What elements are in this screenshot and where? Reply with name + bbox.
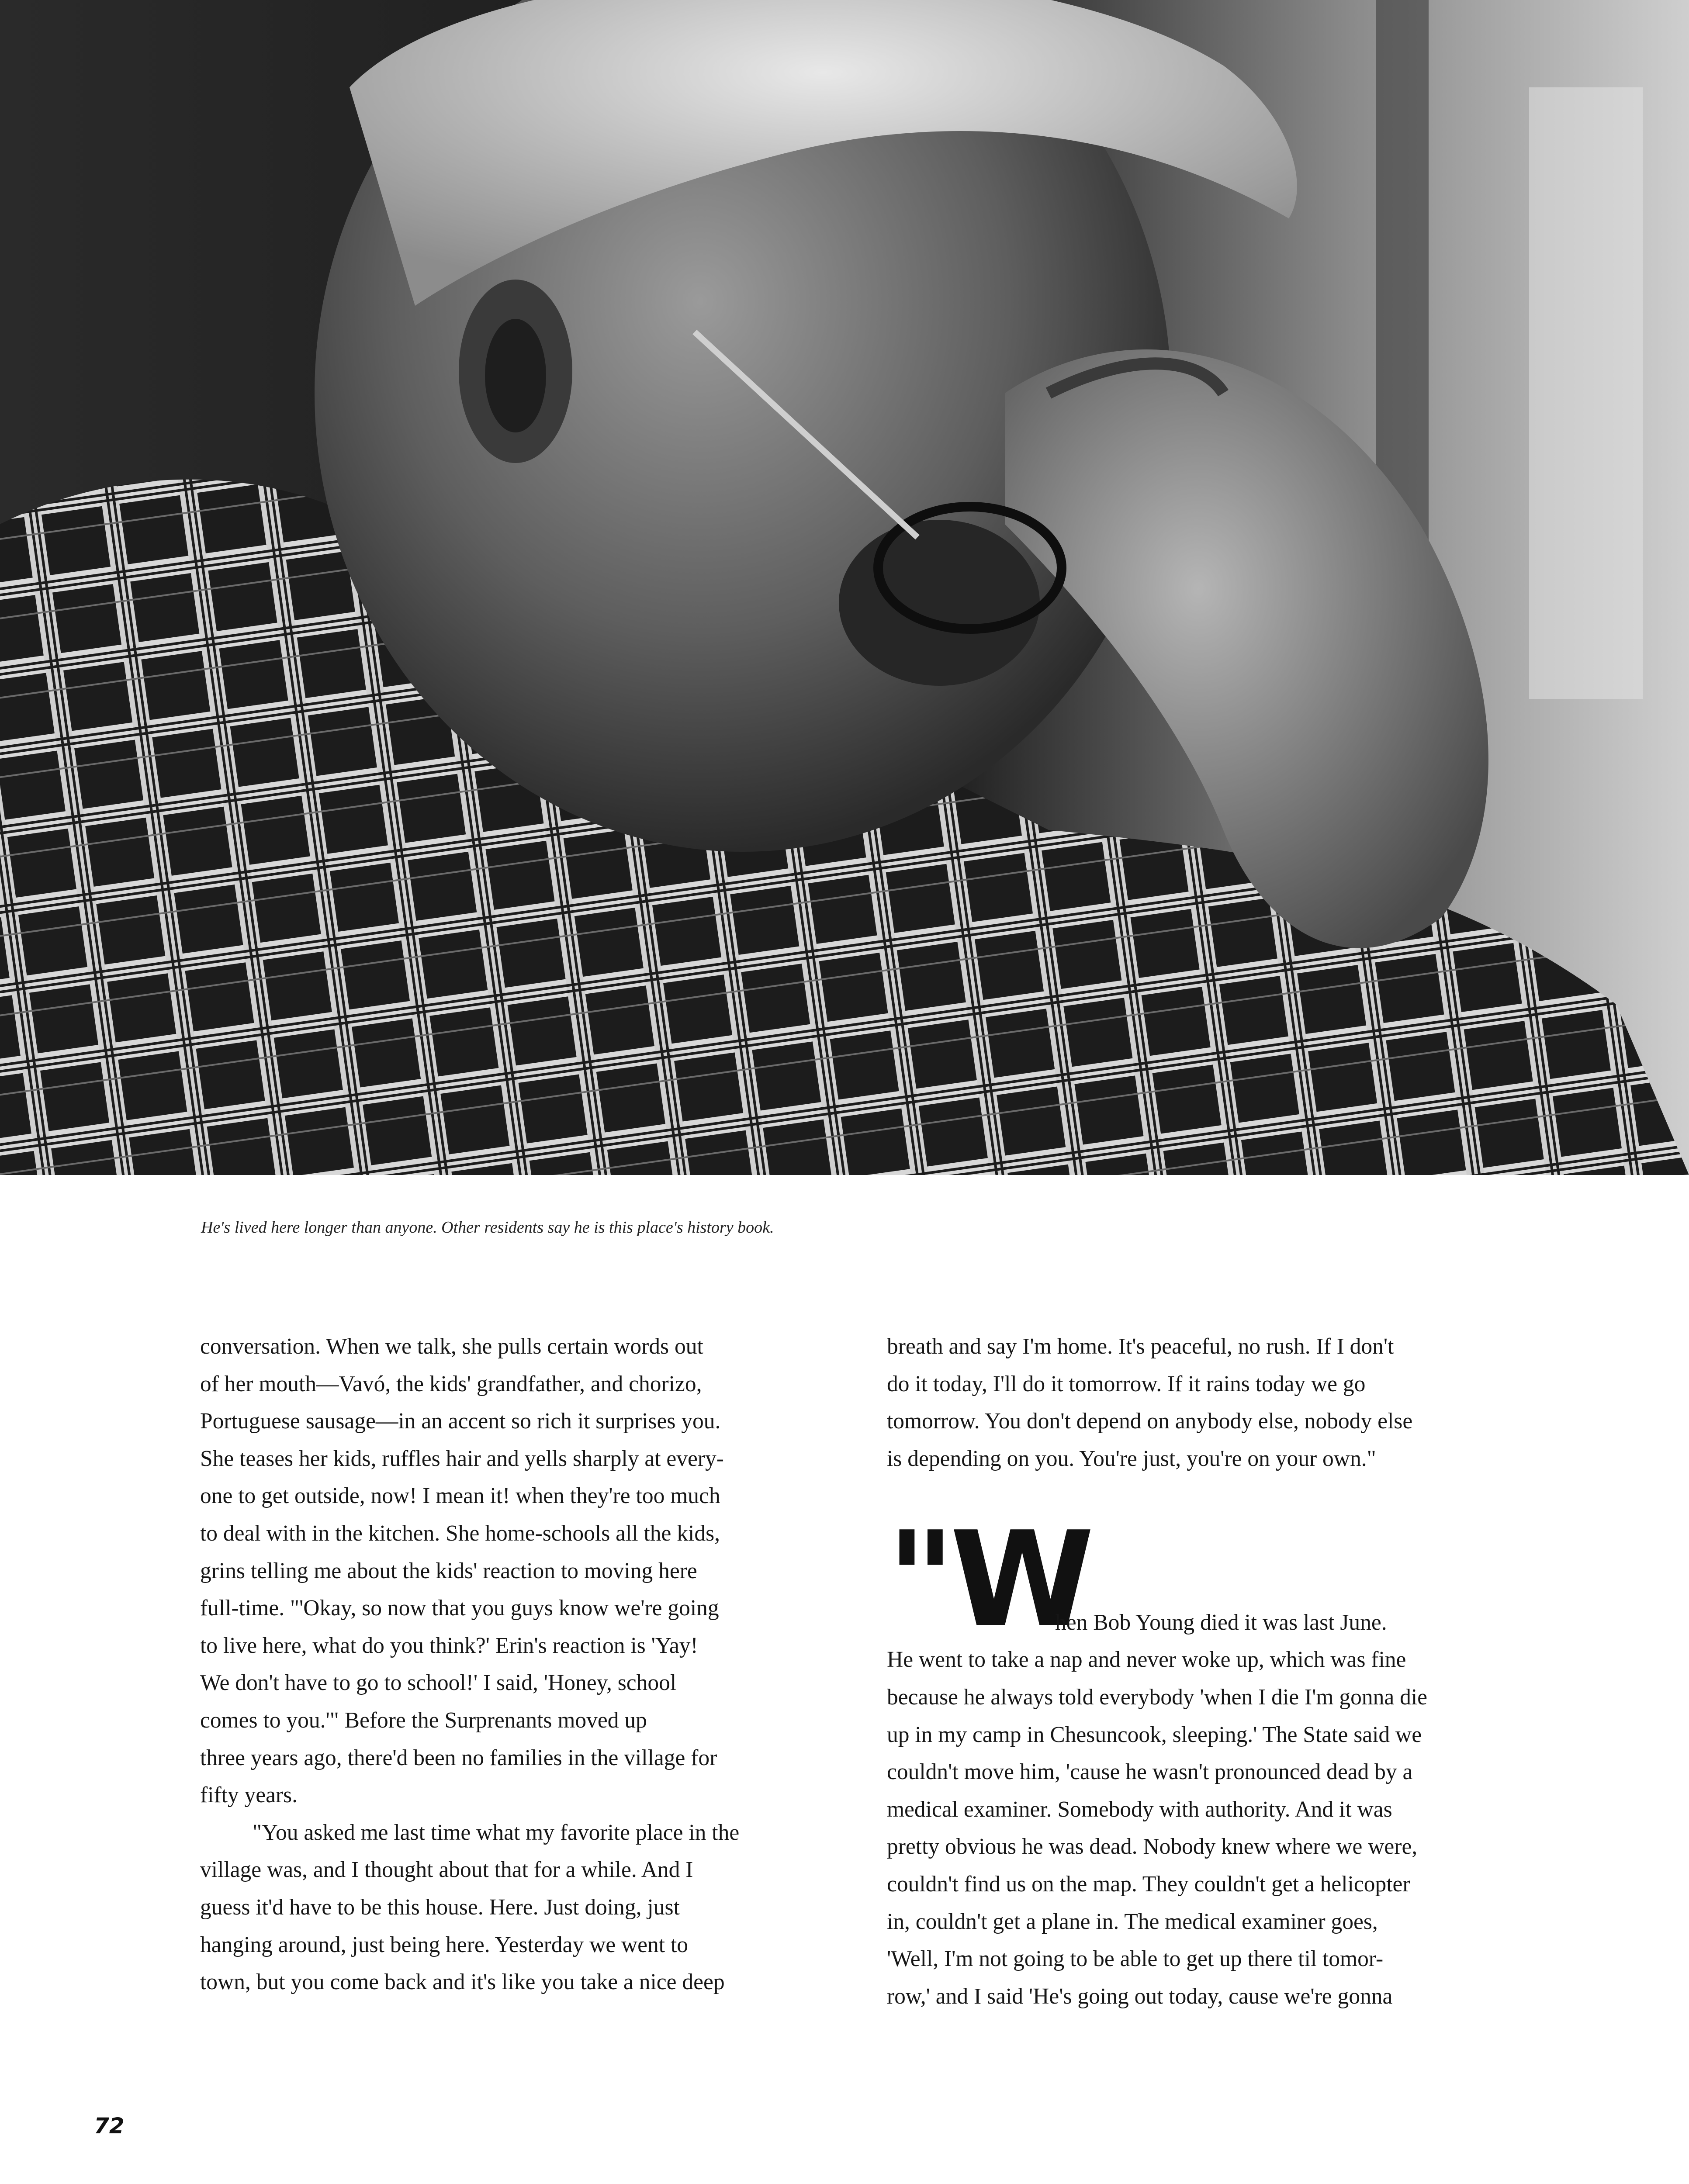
text-line: couldn't find us on the map. They couldn't get a helicopter — [887, 1871, 1410, 1897]
right-text-column — [887, 1328, 1507, 2015]
text-line: He went to take a nap and never woke up, which was fine — [887, 1647, 1406, 1673]
text-line: to deal with in the kitchen. She home-schools all the kids, — [200, 1521, 720, 1546]
photo-caption: He's lived here longer than anyone. Other residents say he is this place's history book. — [201, 1218, 774, 1237]
text-line: to live here, what do you think?' Erin's reaction is 'Yay! — [200, 1633, 698, 1658]
text-line: pretty obvious he was dead. Nobody knew where we were, — [887, 1834, 1418, 1859]
dropcap-line — [887, 1503, 1507, 1656]
text-line: fifty years. — [200, 1783, 298, 1808]
text-line: village was, and I thought about that for a while. And I — [200, 1857, 693, 1883]
text-line: "You asked me last time what my favorite place in the — [253, 1820, 740, 1845]
text-line: conversation. When we talk, she pulls certain words out — [200, 1334, 703, 1359]
text-line: in, couldn't get a plane in. The medical examiner goes, — [887, 1909, 1378, 1934]
text-line: full-time. "'Okay, so now that you guys know we're going — [200, 1596, 719, 1621]
text-line: She teases her kids, ruffles hair and yells sharply at every- — [200, 1446, 724, 1471]
text-line: 'Well, I'm not going to be able to get up there til tomor- — [887, 1946, 1384, 1972]
text-line: up in my camp in Chesuncook, sleeping.' The State said we — [887, 1722, 1422, 1747]
text-line: hanging around, just being here. Yesterday we went to — [200, 1932, 689, 1957]
text-line: of her mouth—Vavó, the kids' grandfather, and chorizo, — [200, 1371, 702, 1396]
text-line: guess it'd have to be this house. Here. Just doing, just — [200, 1894, 680, 1920]
text-line: couldn't move him, 'cause he wasn't pronounced dead by a — [887, 1759, 1413, 1785]
text-line: grins telling me about the kids' reaction to moving here — [200, 1558, 697, 1583]
page-number: 72 — [94, 2113, 125, 2139]
text-line: because he always told everybody 'when I die I'm gonna die — [887, 1684, 1427, 1710]
left-text-column — [200, 1328, 829, 2001]
text-line: comes to you.'" Before the Surprenants moved up — [200, 1707, 647, 1733]
text-line: town, but you come back and it's like you take a nice deep — [200, 1970, 725, 1995]
text-line: medical examiner. Somebody with authority. And it was — [887, 1797, 1392, 1822]
drop-cap: "W — [887, 1503, 1090, 1656]
text-line: three years ago, there'd been no families in the village for — [200, 1745, 717, 1770]
text-line: hen Bob Young died it was last June. — [1055, 1610, 1387, 1635]
text-line: do it today, I'll do it tomorrow. If it rains today we go — [887, 1371, 1366, 1396]
text-line: Portuguese sausage—in an accent so rich it surprises you. — [200, 1409, 721, 1434]
text-line: We don't have to go to school!' I said, 'Honey, school — [200, 1670, 677, 1696]
text-line: row,' and I said 'He's going out today, cause we're gonna — [887, 1984, 1393, 2009]
text-line: is depending on you. You're just, you're on your own." — [887, 1446, 1376, 1471]
text-line: one to get outside, now! I mean it! when they're too much — [200, 1483, 720, 1509]
text-line: breath and say I'm home. It's peaceful, no rush. If I don't — [887, 1334, 1394, 1359]
text-line: tomorrow. You don't depend on anybody else, nobody else — [887, 1409, 1413, 1434]
